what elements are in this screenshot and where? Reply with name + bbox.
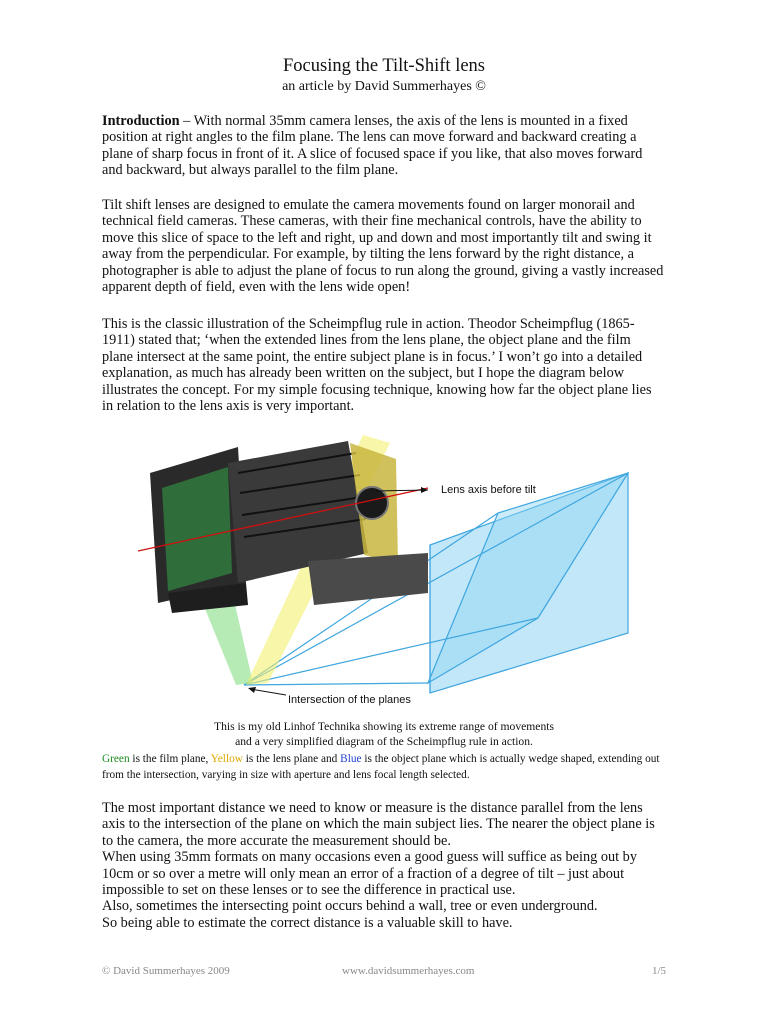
legend-yellow-word: Yellow xyxy=(210,753,243,765)
footer-copyright: © David Summerhayes 2009 xyxy=(102,965,230,977)
object-plane-edge-lower xyxy=(244,683,428,685)
intro-paragraph xyxy=(102,113,664,179)
caption-line-2: and a very simplified diagram of the Scheimpflug rule in action. xyxy=(235,734,533,748)
footer-website: www.davidsummerhayes.com xyxy=(342,965,475,977)
legend-green-word: Green xyxy=(102,753,130,765)
camera-bed xyxy=(308,553,428,605)
color-legend xyxy=(102,752,668,783)
footer-page-number: 1/5 xyxy=(651,965,666,977)
paragraph-tilt-shift: Tilt shift lenses are designed to emulate the camera movements found on larger monorail and technical field cameras. These cameras, with their fine mechanical controls, have the ability to move this slice of space to the left and right, up and down and most importantly tilt and swing it away from the perpendicular. For example, by tilting the lens forward by the right distance, a photographer is able to adjust the plane of focus to run along the ground, giving a vastly increased apparent depth of field, even with the lens wide open! xyxy=(102,197,664,296)
legend-blue-word: Blue xyxy=(340,753,362,765)
paragraph-distance: The most important distance we need to know or measure is the distance parallel from the lens axis to the intersection of the plane on which the main subject lies. The nearer the object plane is to the camera, the more accurate the measurement should be. When using 35mm formats on many occasions even a good guess will suffice as being out by 10cm or so over a metre will only mean an error of a fraction of a degree of tilt – just about impossible to set on these lenses or to see the difference in practical use. Also, sometimes the intersecting point occurs behind a wall, tree or even underground. So being able to estimate the correct distance is a valuable skill to have. xyxy=(102,800,655,931)
camera-back-green xyxy=(162,467,232,591)
legend-yellow-text: is the lens plane and xyxy=(242,753,341,765)
figure-caption xyxy=(0,720,768,749)
legend-green-text: is the film plane, xyxy=(129,753,211,765)
intro-text: – With normal 35mm camera lenses, the axis of the lens is mounted in a fixed position at right angles to the film plane. The lens can move forward and backward creating a plane of sharp focus in front of it. A slice of focused space if you like, that also moves forward and backward, but always parallel to the film plane. xyxy=(102,113,643,179)
caption-line-1: This is my old Linhof Technika showing its extreme range of movements xyxy=(214,720,554,733)
legend-blue-text: is the object plane which is actually wedge shaped, extending out from the intersection, varying in size with aperture and lens focal length selected. xyxy=(102,753,660,781)
intro-label: Introduction xyxy=(102,113,180,129)
intersection-label: Intersection of the planes xyxy=(288,694,411,706)
paragraph-scheimpflug: This is the classic illustration of the Scheimpflug rule in action. Theodor Scheimpflug (1865-1911) stated that; ‘when the extended lines from the lens plane, the object plane and the film plane intersect at the same point, the entire subject plane is in focus.’ I won’t go into a detailed explanation, as much has already been written on the subject, but I hope the diagram below illustrates the concept. For my simple focusing technique, knowing how far the object plane lies in relation to the lens axis is very important. xyxy=(102,316,652,415)
lens-axis-label: Lens axis before tilt xyxy=(441,484,536,496)
intersection-arrow-line xyxy=(250,689,286,695)
intersection-arrowhead xyxy=(248,687,256,693)
page-title: Focusing the Tilt-Shift lens xyxy=(283,56,485,76)
camera-illustration xyxy=(150,441,428,613)
scheimpflug-diagram xyxy=(128,433,648,713)
page-subtitle: an article by David Summerhayes © xyxy=(282,79,486,94)
